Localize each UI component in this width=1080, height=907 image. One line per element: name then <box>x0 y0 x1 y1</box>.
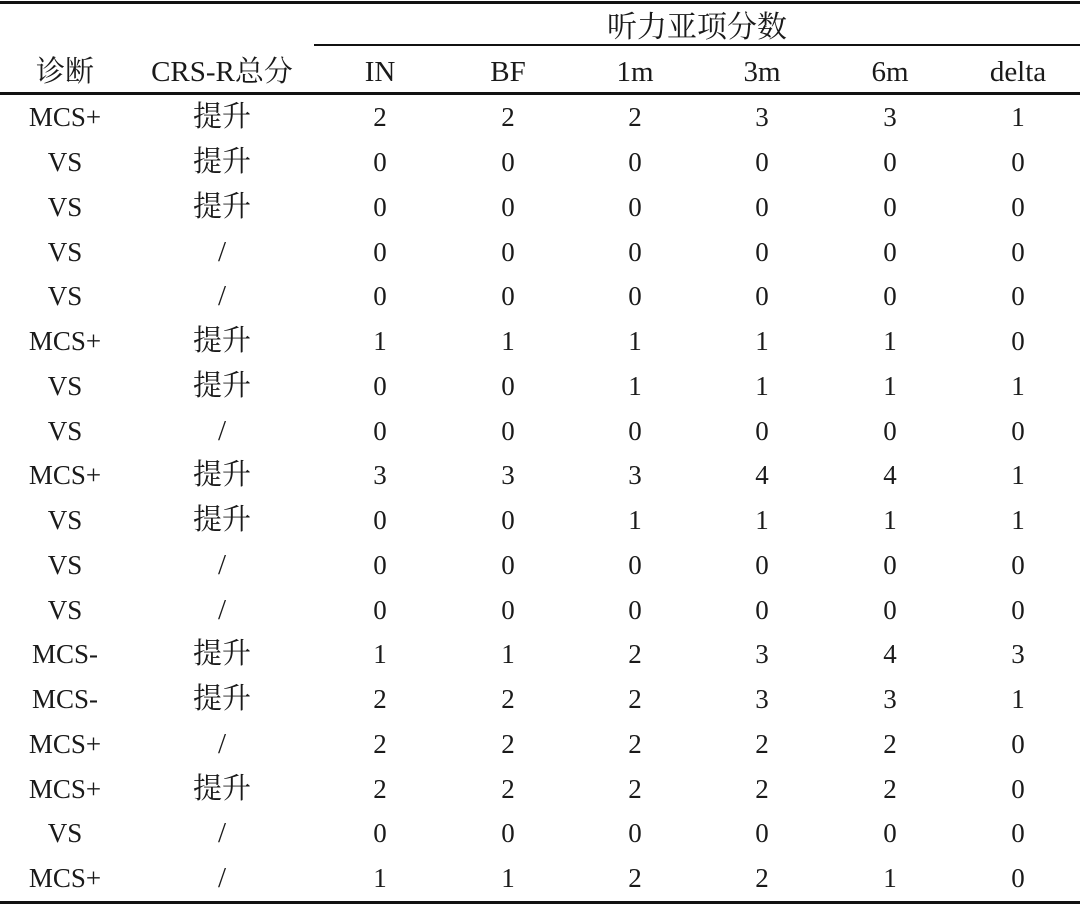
cell-1m: 2 <box>628 684 642 715</box>
cell-1m: 2 <box>628 773 642 804</box>
cell-crs-r-total: 提升 <box>192 146 251 179</box>
cell-diagnosis: MCS+ <box>28 773 102 804</box>
cell-diagnosis: MCS+ <box>28 728 102 759</box>
cell-bf: 1 <box>501 326 515 357</box>
cell-in: 0 <box>373 147 387 178</box>
cell-diagnosis: VS <box>47 281 83 312</box>
cell-1m: 1 <box>628 326 642 357</box>
cell-crs-r-total: 提升 <box>192 638 251 671</box>
cell-6m: 2 <box>883 773 897 804</box>
cell-delta: 0 <box>1011 549 1025 580</box>
cell-3m: 1 <box>755 505 769 536</box>
cell-in: 0 <box>373 818 387 849</box>
cell-diagnosis: MCS- <box>31 639 99 670</box>
cell-3m: 0 <box>755 818 769 849</box>
cell-bf: 0 <box>501 147 515 178</box>
cell-6m: 4 <box>883 460 897 491</box>
cell-3m: 1 <box>755 326 769 357</box>
cell-6m: 0 <box>883 415 897 446</box>
cell-delta: 0 <box>1011 326 1025 357</box>
cell-3m: 2 <box>755 728 769 759</box>
cell-1m: 3 <box>628 460 642 491</box>
cell-crs-r-total: / <box>217 414 227 447</box>
cell-bf: 2 <box>501 773 515 804</box>
cell-1m: 1 <box>628 370 642 401</box>
cell-in: 1 <box>373 326 387 357</box>
cell-bf: 0 <box>501 236 515 267</box>
column-header-crs-r-total: CRS-R总分 <box>151 56 293 88</box>
cell-crs-r-total: / <box>217 548 227 581</box>
cell-bf: 1 <box>501 639 515 670</box>
cell-diagnosis: MCS+ <box>28 460 102 491</box>
column-header-bf: BF <box>490 56 526 88</box>
cell-delta: 0 <box>1011 147 1025 178</box>
column-header-1m: 1m <box>616 56 654 88</box>
cell-in: 2 <box>373 684 387 715</box>
cell-in: 2 <box>373 728 387 759</box>
cell-1m: 0 <box>628 549 642 580</box>
group-header-hearing-subscores: 听力亚项分数 <box>607 11 787 44</box>
cell-6m: 1 <box>883 370 897 401</box>
cell-3m: 2 <box>755 773 769 804</box>
cell-3m: 4 <box>755 460 769 491</box>
cell-diagnosis: VS <box>47 505 83 536</box>
cell-bf: 2 <box>501 102 515 133</box>
cell-diagnosis: VS <box>47 370 83 401</box>
cell-6m: 0 <box>883 236 897 267</box>
cell-crs-r-total: / <box>217 862 227 895</box>
cell-1m: 0 <box>628 594 642 625</box>
cell-delta: 0 <box>1011 281 1025 312</box>
cell-delta: 0 <box>1011 594 1025 625</box>
column-header-3m: 3m <box>743 56 781 88</box>
cell-delta: 0 <box>1011 863 1025 894</box>
cell-crs-r-total: 提升 <box>192 101 251 134</box>
cell-bf: 0 <box>501 415 515 446</box>
cell-1m: 0 <box>628 191 642 222</box>
cell-diagnosis: VS <box>47 549 83 580</box>
cell-1m: 1 <box>628 505 642 536</box>
cell-delta: 0 <box>1011 773 1025 804</box>
table-header <box>0 4 1080 92</box>
cell-6m: 0 <box>883 191 897 222</box>
cell-3m: 0 <box>755 549 769 580</box>
cell-crs-r-total: / <box>217 593 227 626</box>
cell-diagnosis: VS <box>47 236 83 267</box>
cell-crs-r-total: 提升 <box>192 459 251 492</box>
cell-in: 0 <box>373 281 387 312</box>
cell-crs-r-total: 提升 <box>192 772 251 805</box>
bottom-rule <box>0 901 1080 904</box>
column-header-in: IN <box>364 56 396 88</box>
cell-3m: 3 <box>755 684 769 715</box>
cell-delta: 0 <box>1011 191 1025 222</box>
cell-diagnosis: VS <box>47 415 83 446</box>
cell-diagnosis: VS <box>47 147 83 178</box>
cell-in: 2 <box>373 102 387 133</box>
column-header-diagnosis: 诊断 <box>35 56 94 88</box>
cell-crs-r-total: 提升 <box>192 325 251 358</box>
cell-diagnosis: MCS+ <box>28 326 102 357</box>
cell-delta: 0 <box>1011 818 1025 849</box>
cell-1m: 2 <box>628 102 642 133</box>
cell-diagnosis: VS <box>47 818 83 849</box>
cell-1m: 0 <box>628 415 642 446</box>
cell-diagnosis: VS <box>47 191 83 222</box>
cell-delta: 1 <box>1011 460 1025 491</box>
cell-delta: 1 <box>1011 505 1025 536</box>
cell-diagnosis: MCS+ <box>28 102 102 133</box>
cell-crs-r-total: / <box>217 280 227 313</box>
cell-6m: 0 <box>883 818 897 849</box>
cell-delta: 1 <box>1011 370 1025 401</box>
cell-in: 1 <box>373 639 387 670</box>
cell-delta: 1 <box>1011 102 1025 133</box>
cell-6m: 0 <box>883 147 897 178</box>
cell-6m: 3 <box>883 102 897 133</box>
cell-in: 3 <box>373 460 387 491</box>
cell-in: 2 <box>373 773 387 804</box>
cell-bf: 0 <box>501 818 515 849</box>
table-body <box>0 95 1080 901</box>
cell-3m: 0 <box>755 147 769 178</box>
cell-in: 0 <box>373 594 387 625</box>
cell-in: 0 <box>373 236 387 267</box>
cell-6m: 1 <box>883 505 897 536</box>
cell-bf: 3 <box>501 460 515 491</box>
column-header-delta: delta <box>989 56 1047 88</box>
cell-diagnosis: VS <box>47 594 83 625</box>
cell-delta: 3 <box>1011 639 1025 670</box>
cell-diagnosis: MCS+ <box>28 863 102 894</box>
cell-bf: 0 <box>501 549 515 580</box>
cell-delta: 0 <box>1011 236 1025 267</box>
cell-crs-r-total: / <box>217 727 227 760</box>
cell-crs-r-total: / <box>217 817 227 850</box>
cell-bf: 0 <box>501 370 515 401</box>
cell-crs-r-total: 提升 <box>192 504 251 537</box>
cell-6m: 3 <box>883 684 897 715</box>
cell-3m: 0 <box>755 191 769 222</box>
cell-6m: 0 <box>883 549 897 580</box>
cell-3m: 0 <box>755 415 769 446</box>
cell-6m: 1 <box>883 326 897 357</box>
cell-in: 0 <box>373 370 387 401</box>
cell-6m: 1 <box>883 863 897 894</box>
cell-6m: 2 <box>883 728 897 759</box>
cell-bf: 0 <box>501 191 515 222</box>
cell-1m: 0 <box>628 818 642 849</box>
cell-1m: 2 <box>628 639 642 670</box>
column-header-6m: 6m <box>871 56 909 88</box>
cell-bf: 1 <box>501 863 515 894</box>
cell-1m: 0 <box>628 147 642 178</box>
cell-bf: 2 <box>501 728 515 759</box>
cell-delta: 0 <box>1011 728 1025 759</box>
cell-delta: 0 <box>1011 415 1025 446</box>
cell-6m: 0 <box>883 594 897 625</box>
cell-bf: 0 <box>501 281 515 312</box>
cell-3m: 1 <box>755 370 769 401</box>
cell-in: 0 <box>373 549 387 580</box>
cell-3m: 3 <box>755 102 769 133</box>
cell-in: 0 <box>373 191 387 222</box>
cell-crs-r-total: 提升 <box>192 369 251 402</box>
cell-6m: 0 <box>883 281 897 312</box>
cell-bf: 0 <box>501 594 515 625</box>
cell-delta: 1 <box>1011 684 1025 715</box>
cell-in: 1 <box>373 863 387 894</box>
cell-bf: 2 <box>501 684 515 715</box>
cell-1m: 0 <box>628 281 642 312</box>
cell-crs-r-total: 提升 <box>192 683 251 716</box>
cell-1m: 0 <box>628 236 642 267</box>
cell-in: 0 <box>373 505 387 536</box>
cell-3m: 2 <box>755 863 769 894</box>
cell-3m: 0 <box>755 281 769 312</box>
cell-in: 0 <box>373 415 387 446</box>
cell-3m: 0 <box>755 236 769 267</box>
cell-diagnosis: MCS- <box>31 684 99 715</box>
cell-crs-r-total: / <box>217 235 227 268</box>
cell-1m: 2 <box>628 728 642 759</box>
cell-3m: 0 <box>755 594 769 625</box>
cell-3m: 3 <box>755 639 769 670</box>
cell-6m: 4 <box>883 639 897 670</box>
cell-crs-r-total: 提升 <box>192 190 251 223</box>
cell-1m: 2 <box>628 863 642 894</box>
cell-bf: 0 <box>501 505 515 536</box>
